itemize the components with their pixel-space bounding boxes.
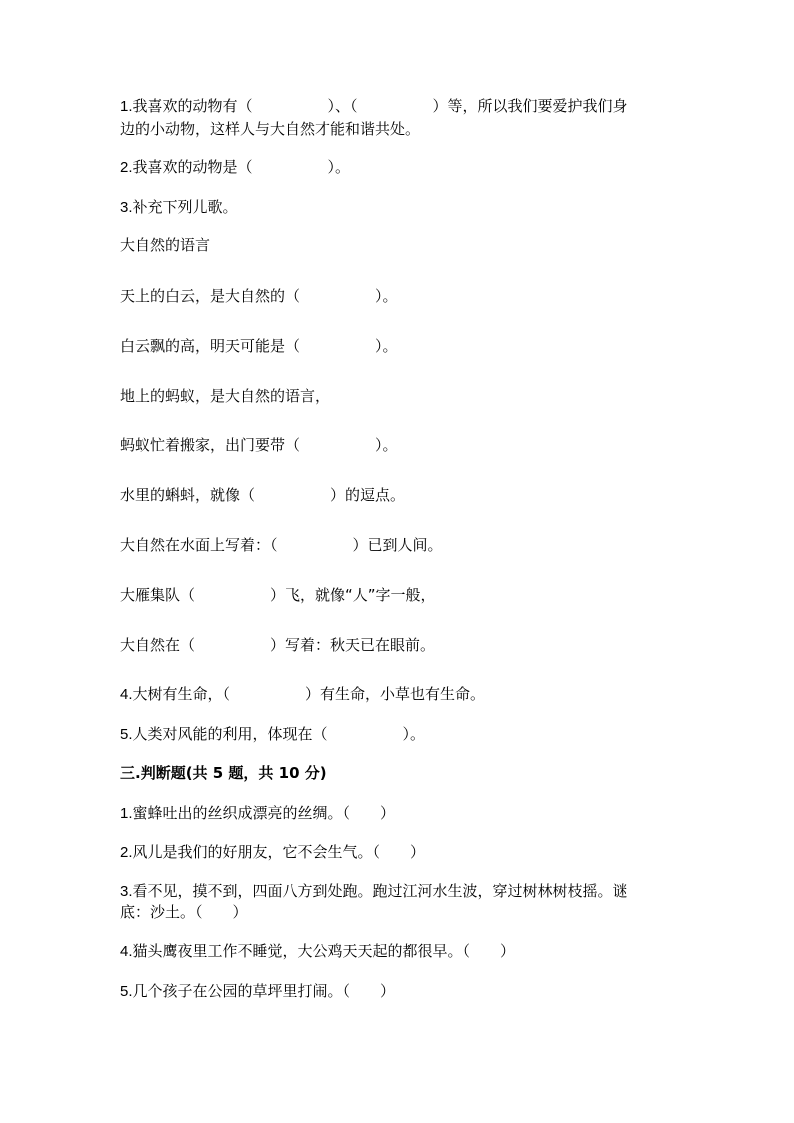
item-number: 1. <box>120 805 133 822</box>
question-1-line-2: 边的小动物，这样人与大自然才能和谐共处。 <box>120 120 421 138</box>
judge-item-5 <box>120 982 395 1001</box>
question-number: 4. <box>120 686 133 703</box>
section-heading-judge: 三.判断题(共 5 题，共 10 分) <box>120 764 327 782</box>
judge-item-2 <box>120 843 425 862</box>
item-number: 5. <box>120 983 133 1000</box>
poem-line: 大自然在（ ）写着：秋天已在眼前。 <box>120 636 436 654</box>
question-number: 1. <box>120 98 133 115</box>
poem-line: 天上的白云，是大自然的（ ）。 <box>120 287 398 305</box>
question-number: 2. <box>120 159 133 176</box>
question-number: 5. <box>120 726 133 743</box>
poem-line: 大雁集队（ ）飞，就像“人”字一般， <box>120 586 436 604</box>
item-number: 2. <box>120 844 133 861</box>
judge-item-4 <box>120 942 515 961</box>
question-number: 3. <box>120 199 133 216</box>
poem-line: 白云飘的高，明天可能是（ ）。 <box>120 337 398 355</box>
poem-line: 蚂蚁忙着搬家，出门要带（ ）。 <box>120 436 398 454</box>
poem-line: 大自然在水面上写着：（ ）已到人间。 <box>120 536 443 554</box>
question-text: 补充下列儿歌。 <box>132 198 238 216</box>
item-text: 几个孩子在公园的草坪里打闹。（ ） <box>132 982 396 1000</box>
poem-title: 大自然的语言 <box>120 236 211 254</box>
item-text: 蜜蜂吐出的丝织成漂亮的丝绸。（ ） <box>132 804 396 822</box>
judge-item-3-line-1 <box>120 882 628 901</box>
item-text: 风儿是我们的好朋友，它不会生气。（ ） <box>132 843 426 861</box>
item-number: 4. <box>120 943 133 960</box>
question-text: 我喜欢的动物有（ ）、（ ）等，所以我们要爱护我们身 <box>132 97 628 115</box>
item-number: 3. <box>120 883 133 900</box>
question-5 <box>120 725 425 744</box>
judge-item-1 <box>120 804 395 823</box>
poem-line: 水里的蝌蚪，就像（ ）的逗点。 <box>120 486 406 504</box>
question-1-line-1 <box>120 97 628 116</box>
question-3 <box>120 198 238 217</box>
question-4 <box>120 685 485 704</box>
question-text: 大树有生命，（ ）有生命，小草也有生命。 <box>132 685 486 703</box>
judge-item-3-line-2: 底：沙土。（ ） <box>120 903 248 921</box>
question-text: 人类对风能的利用，体现在（ ）。 <box>132 725 426 743</box>
question-text: 我喜欢的动物是（ ）。 <box>132 158 351 176</box>
item-text: 猫头鹰夜里工作不睡觉，大公鸡天天起的都很早。（ ） <box>132 942 516 960</box>
item-text: 看不见，摸不到，四面八方到处跑。跑过江河水生波，穿过树林树枝摇。谜 <box>132 882 628 900</box>
poem-line: 地上的蚂蚁，是大自然的语言， <box>120 387 331 405</box>
question-2 <box>120 158 350 177</box>
